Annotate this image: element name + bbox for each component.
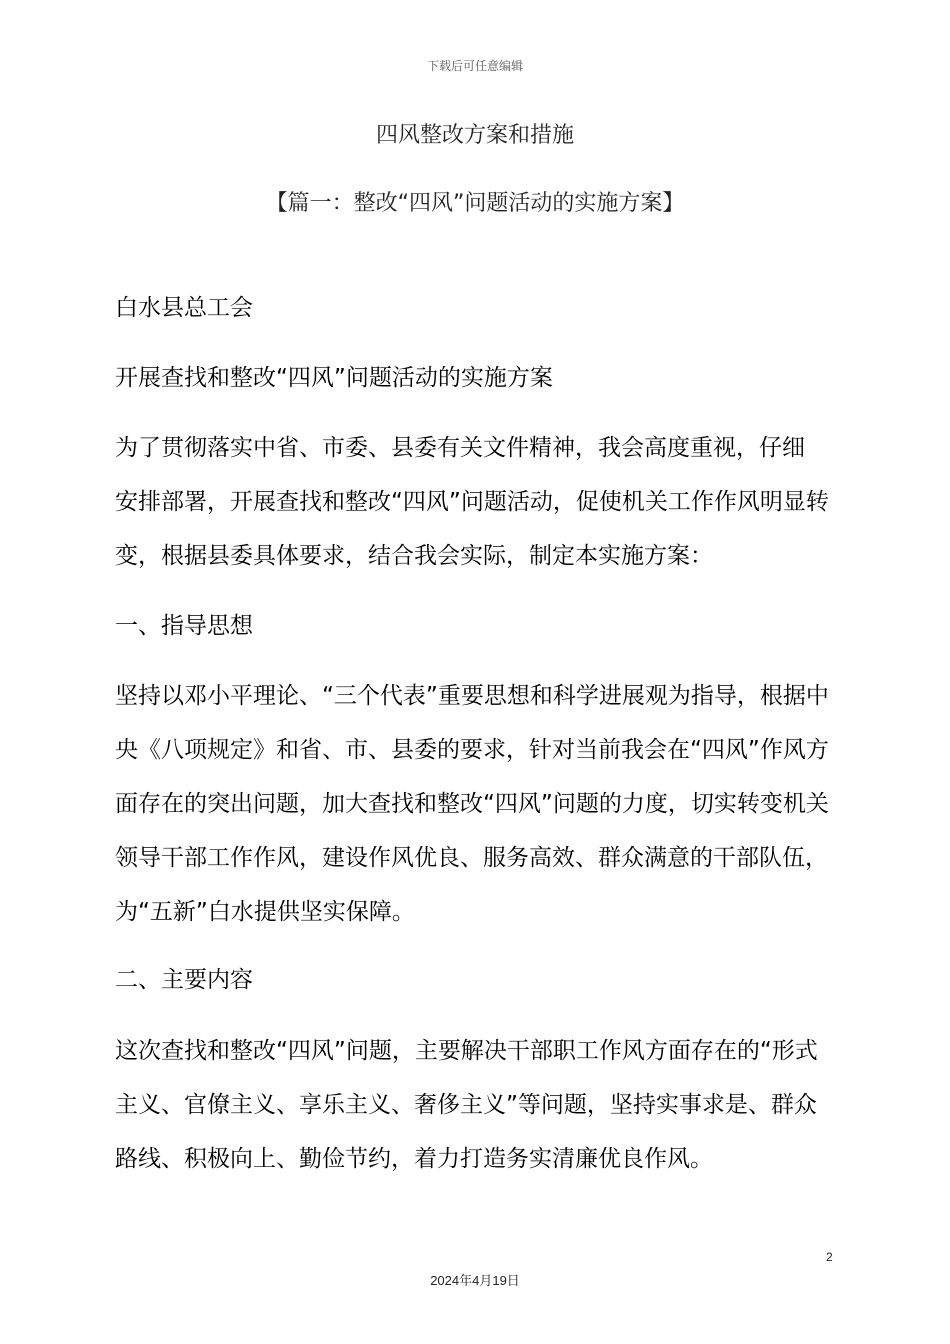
paragraph-line: 安排部署，开展查找和整改“四风”问题活动，促使机关工作作风明显转: [115, 489, 829, 515]
section-heading: 二、主要内容: [115, 967, 253, 993]
paragraph-line: 这次查找和整改“四风”问题，主要解决干部职工作风方面存在的“形式: [115, 1038, 818, 1064]
section1-heading-block: [115, 599, 835, 653]
section2-paragraph: [115, 1024, 835, 1186]
footer-date: 2024年4月19日: [430, 1273, 520, 1288]
paragraph-line: 路线、积极向上、勤俭节约，着力打造务实清廉优良作风。: [115, 1146, 713, 1172]
paragraph-line: 央《八项规定》和省、市、县委的要求，针对当前我会在“四风”作风方: [115, 737, 829, 763]
document-subtitle: 【篇一：整改“四风”问题活动的实施方案】: [265, 191, 685, 216]
section1-paragraph: [115, 669, 835, 939]
paragraph-line: 主义、官僚主义、享乐主义、奢侈主义”等问题，坚持实事求是、群众: [115, 1092, 817, 1118]
paragraph-line: 为“五新”白水提供坚实保障。: [115, 899, 415, 925]
section2-heading-block: [115, 953, 835, 1007]
paragraph-line: 为了贯彻落实中省、市委、县委有关文件精神，我会高度重视，仔细: [115, 435, 805, 461]
organization-line: [115, 281, 835, 335]
document-title: 四风整改方案和措施: [375, 123, 574, 148]
section-heading: 一、指导思想: [115, 613, 253, 639]
plan-title-block: [115, 351, 835, 405]
paragraph-line: 面存在的突出问题，加大查找和整改“四风”问题的力度，切实转变机关: [115, 791, 829, 817]
header-note: 下载后可任意编辑: [426, 59, 523, 73]
paragraph-line: 坚持以邓小平理论、“三个代表”重要思想和科学进展观为指导，根据中: [115, 683, 829, 709]
paragraph-line: 领导干部工作作风，建设作风优良、服务高效、群众满意的干部队伍，: [115, 845, 828, 871]
plan-title: 开展查找和整改“四风”问题活动的实施方案: [115, 365, 553, 391]
paragraph-line: 变，根据县委具体要求，结合我会实际，制定本实施方案：: [115, 543, 713, 569]
organization-name: 白水县总工会: [115, 295, 253, 321]
intro-paragraph: [115, 421, 835, 583]
page-number: 2: [826, 1250, 833, 1264]
